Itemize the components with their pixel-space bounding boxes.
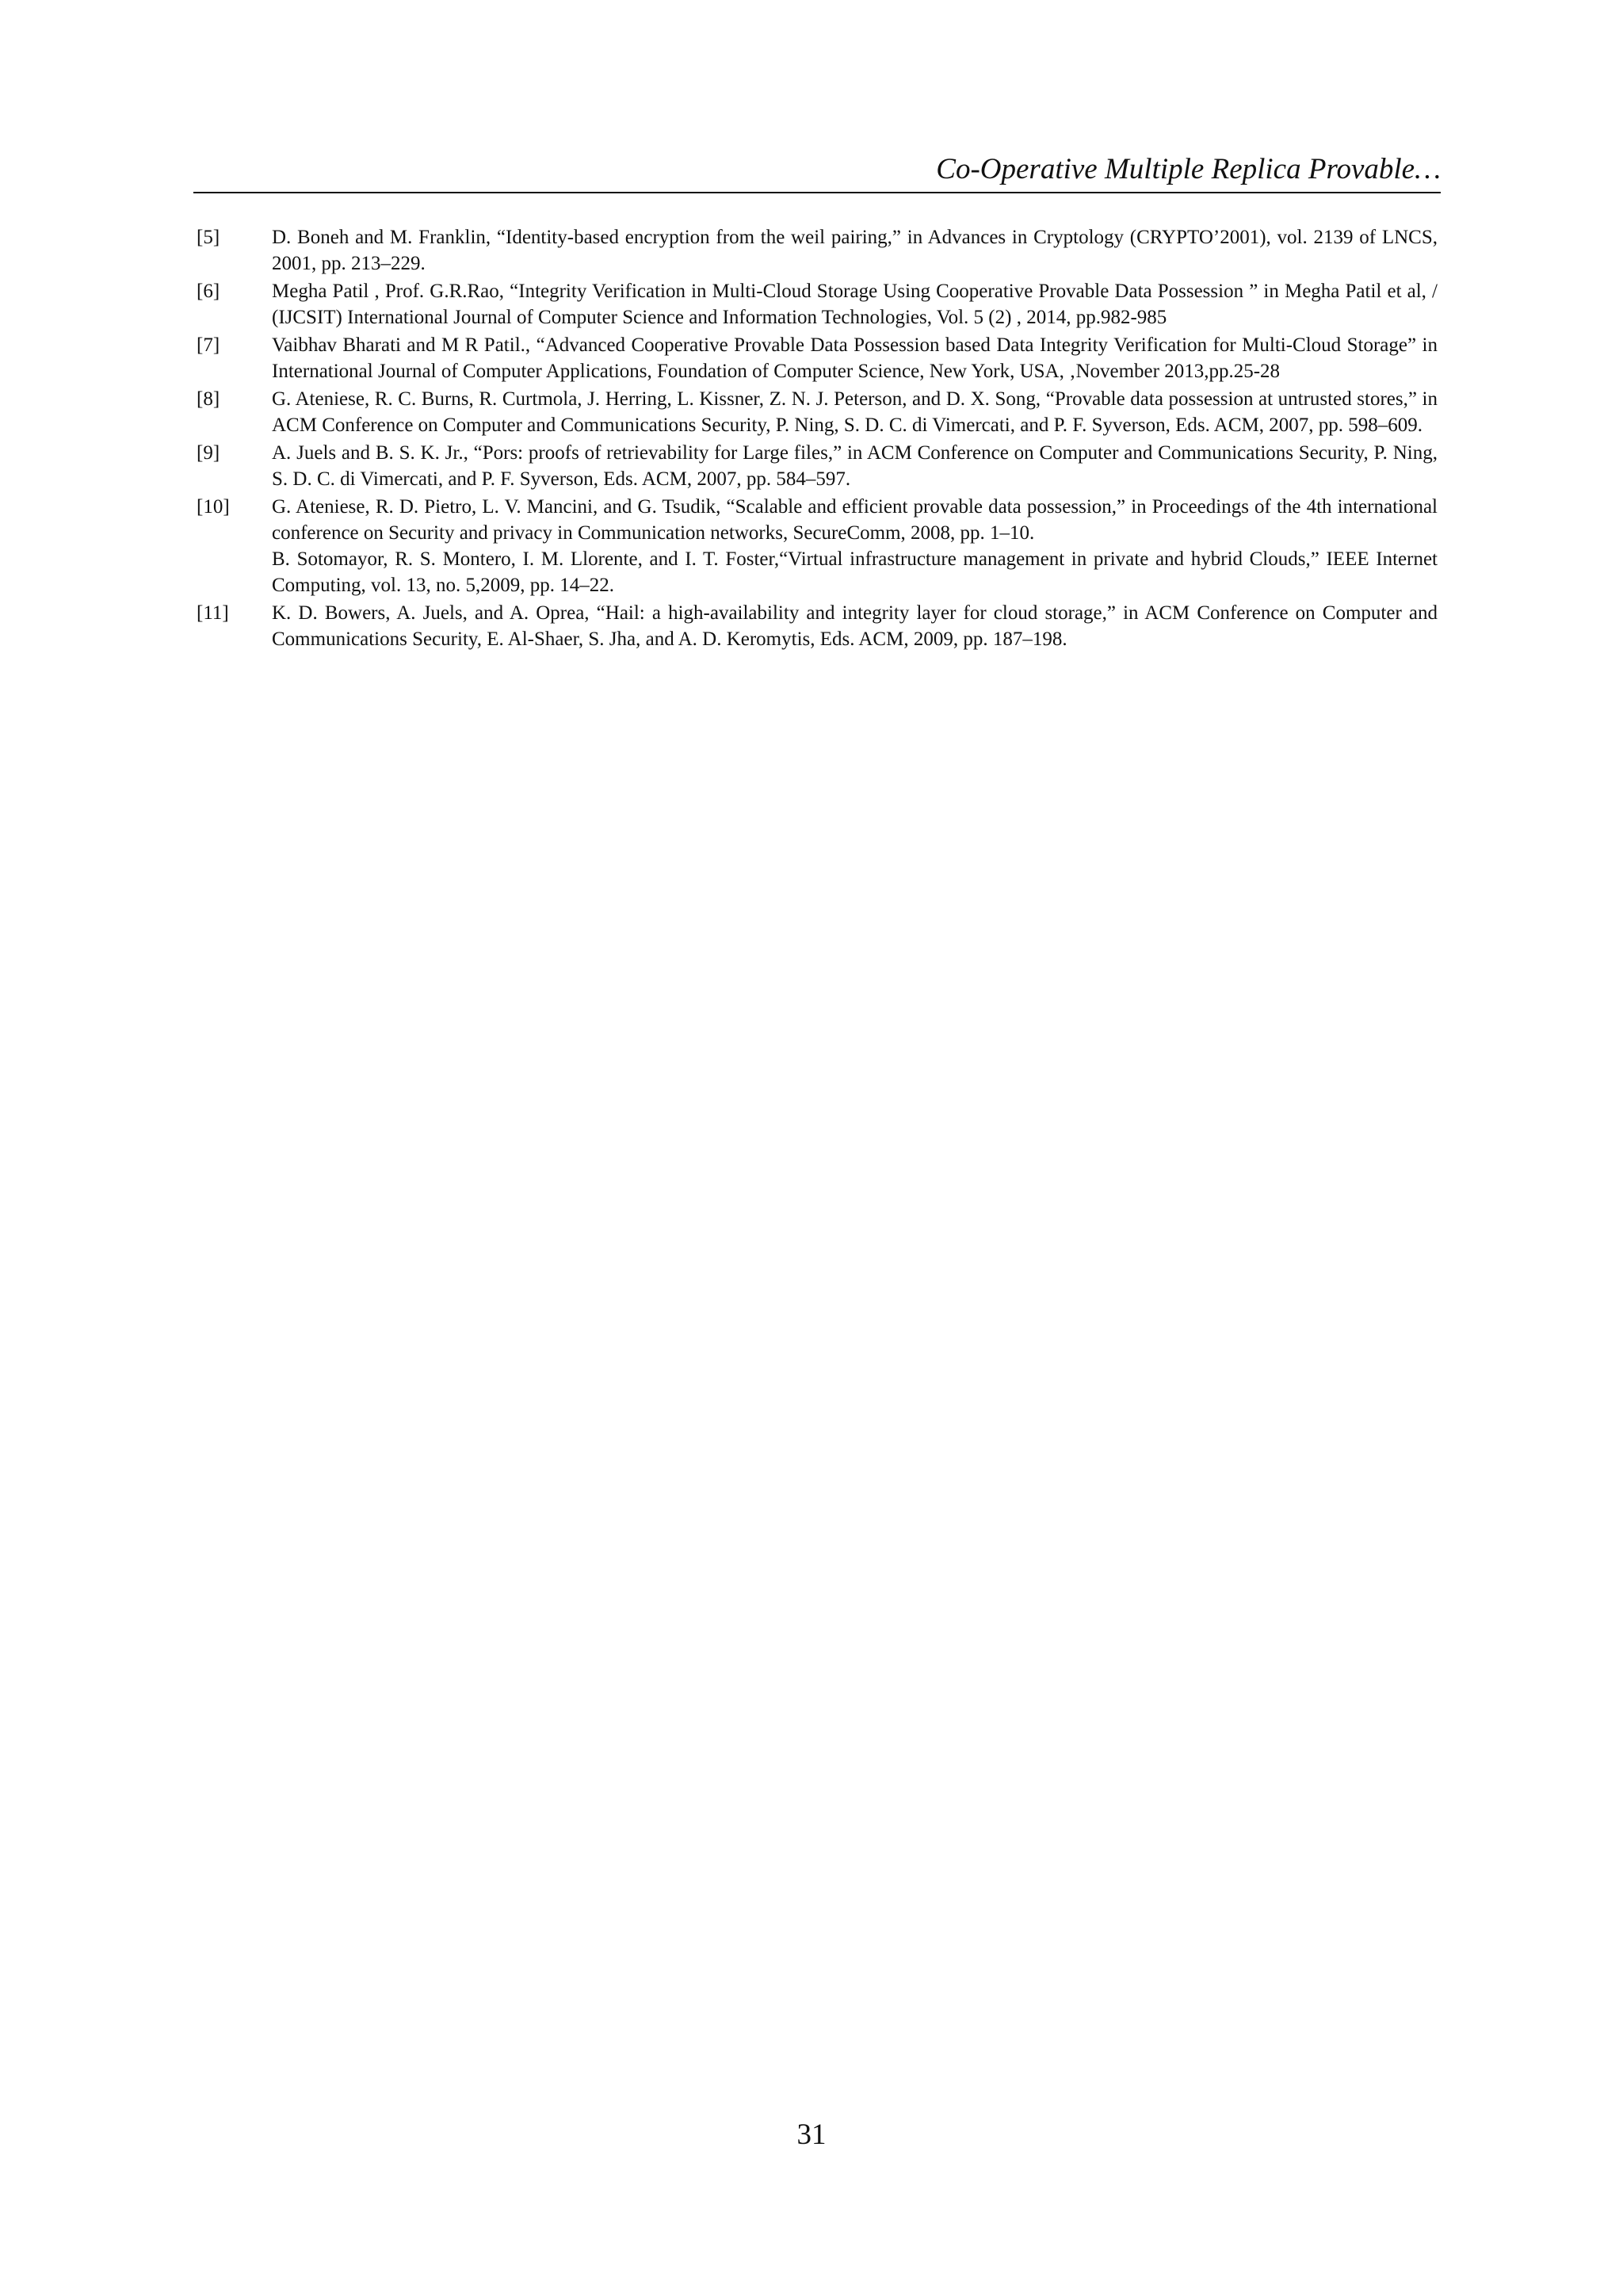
reference-text <box>272 332 1438 384</box>
reference-list <box>197 224 1438 654</box>
reference-item-5 <box>197 224 1438 277</box>
reference-paragraph: G. Ateniese, R. C. Burns, R. Curtmola, J. Herring, L. Kissner, Z. N. J. Peterson, and D. X. Song, “Provable data possession at untrusted stores,” in ACM Conference on Computer and Communications Security, P. Ning, S. D. C. di Vimercati, and P. F. Syverson, Eds. ACM, 2007, pp. 598–609. <box>272 388 1438 436</box>
reference-item-7 <box>197 332 1438 384</box>
reference-item-8 <box>197 386 1438 438</box>
header-rule <box>193 192 1441 193</box>
reference-number: [7] <box>197 334 220 356</box>
reference-item-9 <box>197 440 1438 492</box>
reference-number: [5] <box>197 227 220 248</box>
reference-number: [9] <box>197 442 220 464</box>
reference-paragraph: B. Sotomayor, R. S. Montero, I. M. Llorente, and I. T. Foster,“Virtual infrastructure management in private and hybrid Clouds,” IEEE Internet Computing, vol. 13, no. 5,2009, pp. 14–22. <box>272 548 1438 596</box>
reference-text <box>272 440 1438 492</box>
reference-paragraph: A. Juels and B. S. K. Jr., “Pors: proofs of retrievability for Large files,” in ACM Conference on Computer and Communications Security, P. Ning, S. D. C. di Vimercati, and P. F. Syverson, Eds. ACM, 2007, pp. 584–597. <box>272 442 1438 490</box>
reference-paragraph: D. Boneh and M. Franklin, “Identity-based encryption from the weil pairing,” in Advances in Cryptology (CRYPTO’2001), vol. 2139 of LNCS, 2001, pp. 213–229. <box>272 227 1438 274</box>
reference-number: [8] <box>197 388 220 410</box>
reference-item-6 <box>197 278 1438 330</box>
running-header-title: Co-Operative Multiple Replica Provable… <box>936 153 1441 185</box>
reference-number: [11] <box>197 602 229 624</box>
reference-item-10 <box>197 494 1438 598</box>
reference-text <box>272 494 1438 598</box>
reference-paragraph: G. Ateniese, R. D. Pietro, L. V. Mancini, and G. Tsudik, “Scalable and efficient provable data possession,” in Proceedings of the 4th international conference on Security and privacy in Communication networks, SecureComm, 2008, pp. 1–10. <box>272 496 1438 544</box>
reference-text <box>272 224 1438 277</box>
reference-paragraph: Vaibhav Bharati and M R Patil., “Advanced Cooperative Provable Data Possession based Data Integrity Verification for Multi-Cloud Storage” in International Journal of Computer Applications, Foundation of Computer Science, New York, USA, ‚November 2013,pp.25-28 <box>272 334 1438 382</box>
page-number: 31 <box>796 2118 827 2151</box>
reference-paragraph: Megha Patil , Prof. G.R.Rao, “Integrity Verification in Multi-Cloud Storage Using Cooperative Provable Data Possession ” in Megha Patil et al, / (IJCSIT) International Journal of Computer Science and Information Technologies, Vol. 5 (2) , 2014, pp.982-985 <box>272 281 1438 328</box>
reference-text <box>272 278 1438 330</box>
reference-text <box>272 600 1438 652</box>
reference-number: [10] <box>197 496 230 518</box>
reference-paragraph: K. D. Bowers, A. Juels, and A. Oprea, “Hail: a high-availability and integrity layer for cloud storage,” in ACM Conference on Computer and Communications Security, E. Al-Shaer, S. Jha, and A. D. Keromytis, Eds. ACM, 2009, pp. 187–198. <box>272 602 1438 650</box>
reference-item-11 <box>197 600 1438 652</box>
reference-number: [6] <box>197 281 220 302</box>
reference-text <box>272 386 1438 438</box>
